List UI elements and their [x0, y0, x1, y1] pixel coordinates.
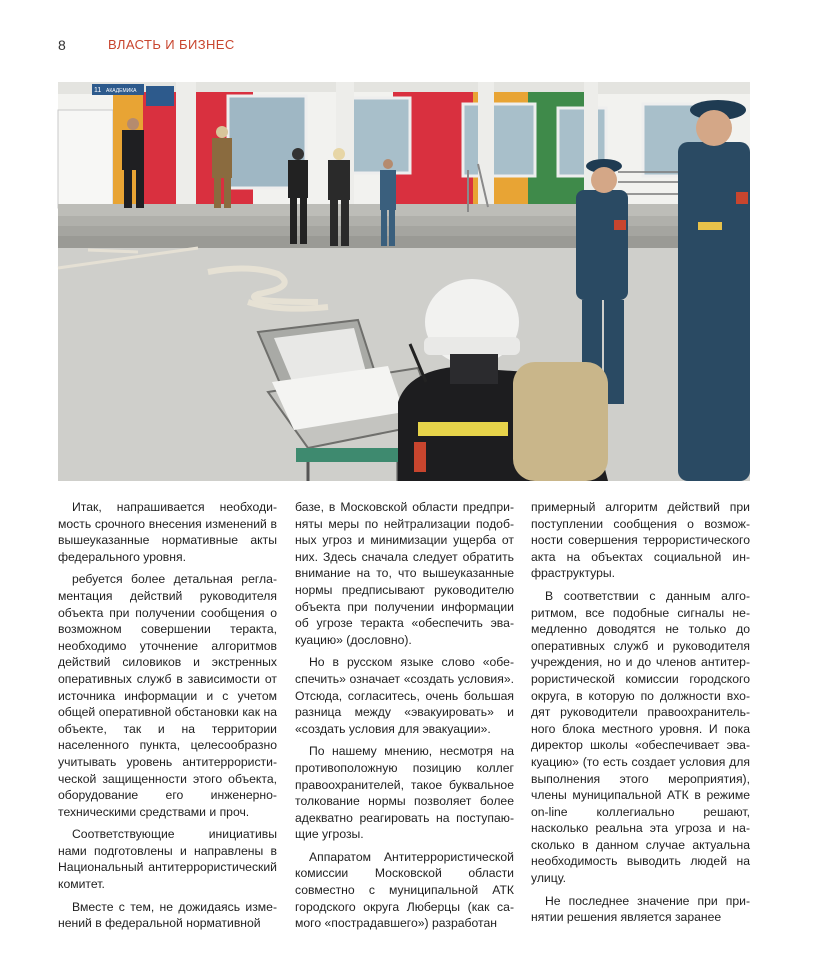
article-text: [58, 499, 750, 931]
paragraph: базе, в Московской области предприняты меры по нейтрализации подобных угроз и минимизации ущерба от них. Здесь сначала следует обратить внимание на то, что вышеуказанные нормы предписывают руководителю объекта при получении информации об угрозе теракта «обеспечить эвакуацию» (дословно).: [295, 500, 514, 647]
article-photo: [58, 82, 750, 481]
paragraph: Вместе с тем, не дожидаясь изменений в федеральной нормативной: [58, 899, 277, 931]
article-column-3: [531, 499, 750, 932]
section-title: ВЛАСТЬ И БИЗНЕС: [108, 37, 235, 52]
article-column-2: [295, 499, 514, 938]
page-number: 8: [58, 37, 66, 53]
paragraph: примерный алгоритм действий при поступлении сообщения о возможности совершения террористического акта на объектах социальной инфраструктуры.: [531, 500, 750, 581]
paragraph: Аппаратом Антитеррористической комиссии Московской области совместно с муниципальной АТК городского округа Люберцы (как самого «пострадавшего») разработан: [295, 849, 514, 931]
sign-number: 11: [94, 87, 102, 94]
photo-illustration: [58, 82, 750, 481]
paragraph: Итак, напрашивается необходимость срочного внесения изменений в вышеуказанные нормативные акты федерального уровня.: [58, 500, 277, 564]
paragraph: Но в русском языке слово «обеспечить» означает «создать условия». Отсюда, согласитесь, очень большая разница между «эвакуировать» и «создать условия для эвакуации».: [295, 655, 514, 736]
paragraph: ребуется более детальная регламентация действий руководителя объекта при получении сообщения о возможном совершении теракта, необходимо уточнение алгоритмов действий силовиков и экстренных оперативных служб в зависимости от источника информации и с учетом общей оперативной обстановки как на объекте, так и на территории населенного пункта, целесообразно учитывать уровень антитеррористической защищенности этого объекта, оборудование его инженерно-техническими средствами и проч.: [58, 572, 277, 819]
paragraph: По нашему мнению, несмотря на противоположную позицию коллег правоохранителей, такое буквальное толкование нормы позволяет более адекватно реагировать на поступающие угрозы.: [295, 744, 514, 842]
paragraph: В соответствии с данным алгоритмом, все подобные сигналы немедленно доводятся не только до оперативных служб и руководителя учреждения, но и до членов антитеррористической комиссии городского округа, в которую по должности входят руководители правоохранительного блока местного уровня. И пока директор школы «обеспечивает эвакуацию» (то есть создает условия для выполнения этого мероприятия), члены муниципальной АТК в режиме on-line коллегиально решают, насколько реальна эта угроза и насколько в данном случае актуальна необходимость выводить людей на улицу.: [531, 588, 750, 886]
paragraph: Не последнее значение при принятии решения является заранее: [531, 893, 750, 925]
sign-text: АКАДЕМИКА: [106, 88, 137, 94]
paragraph: Соответствующие инициативы нами подготовлены и направлены в Национальный антитеррористический комитет.: [58, 827, 277, 892]
article-column-1: [58, 499, 277, 938]
